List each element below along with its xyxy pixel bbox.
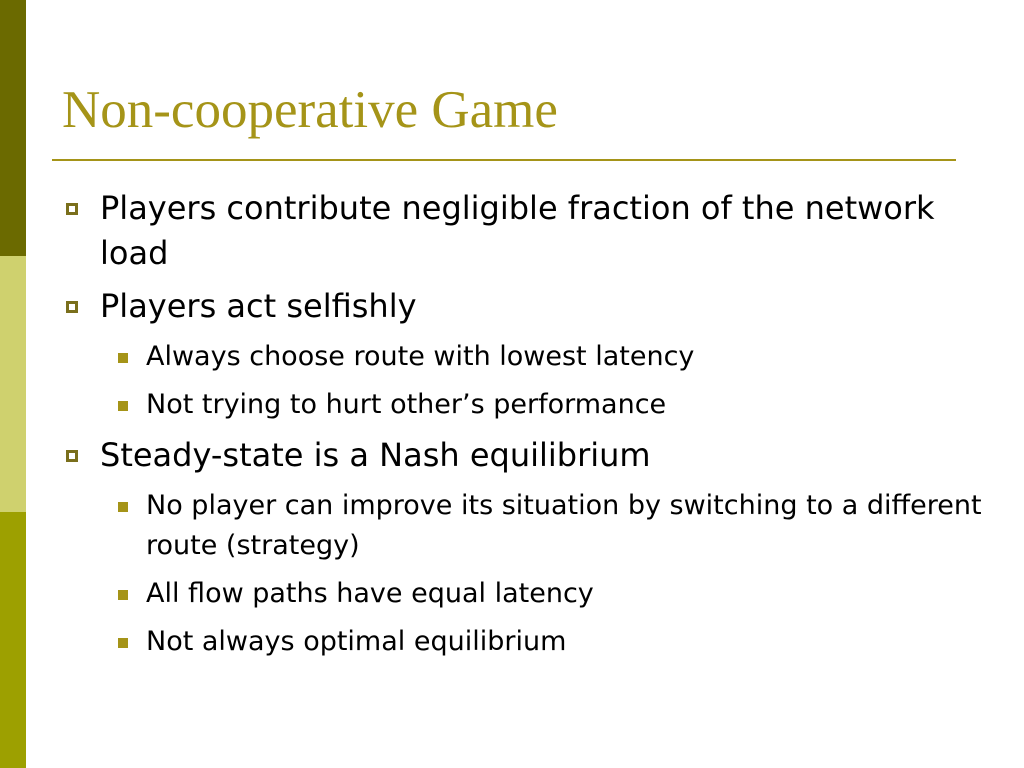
bullet-list (62, 186, 982, 670)
bullet-item-level1 (62, 284, 982, 329)
bullet-text: Not trying to hurt other’s performance (146, 389, 667, 420)
bullet-text: Steady-state is a Nash equilibrium (100, 436, 651, 474)
filled-square-bullet-icon (118, 590, 128, 600)
filled-square-bullet-icon (118, 502, 128, 512)
bullet-item-level2 (62, 574, 982, 614)
left-stripe-middle (0, 256, 26, 512)
bullet-item-level2 (62, 622, 982, 662)
bullet-item-level1 (62, 433, 982, 478)
bullet-item-level2 (62, 385, 982, 425)
bullet-item-level2 (62, 486, 982, 566)
filled-square-bullet-icon (118, 353, 128, 363)
bullet-item-level1 (62, 186, 982, 276)
hollow-square-bullet-icon (66, 450, 78, 462)
bullet-item-level2 (62, 337, 982, 377)
slide-title: Non-cooperative Game (62, 81, 558, 139)
bullet-text: Always choose route with lowest latency (146, 341, 695, 372)
left-stripe-top (0, 0, 26, 256)
hollow-square-bullet-icon (66, 203, 78, 215)
bullet-text: Players contribute negligible fraction of the network load (100, 189, 935, 272)
bullet-text: Players act selfishly (100, 287, 417, 325)
hollow-square-bullet-icon (66, 301, 78, 313)
title-underline (52, 159, 956, 161)
left-stripe-bottom (0, 512, 26, 768)
filled-square-bullet-icon (118, 401, 128, 411)
bullet-text: Not always optimal equilibrium (146, 626, 567, 657)
bullet-text: No player can improve its situation by switching to a different route (strategy) (146, 490, 982, 561)
bullet-text: All flow paths have equal latency (146, 578, 594, 609)
filled-square-bullet-icon (118, 638, 128, 648)
